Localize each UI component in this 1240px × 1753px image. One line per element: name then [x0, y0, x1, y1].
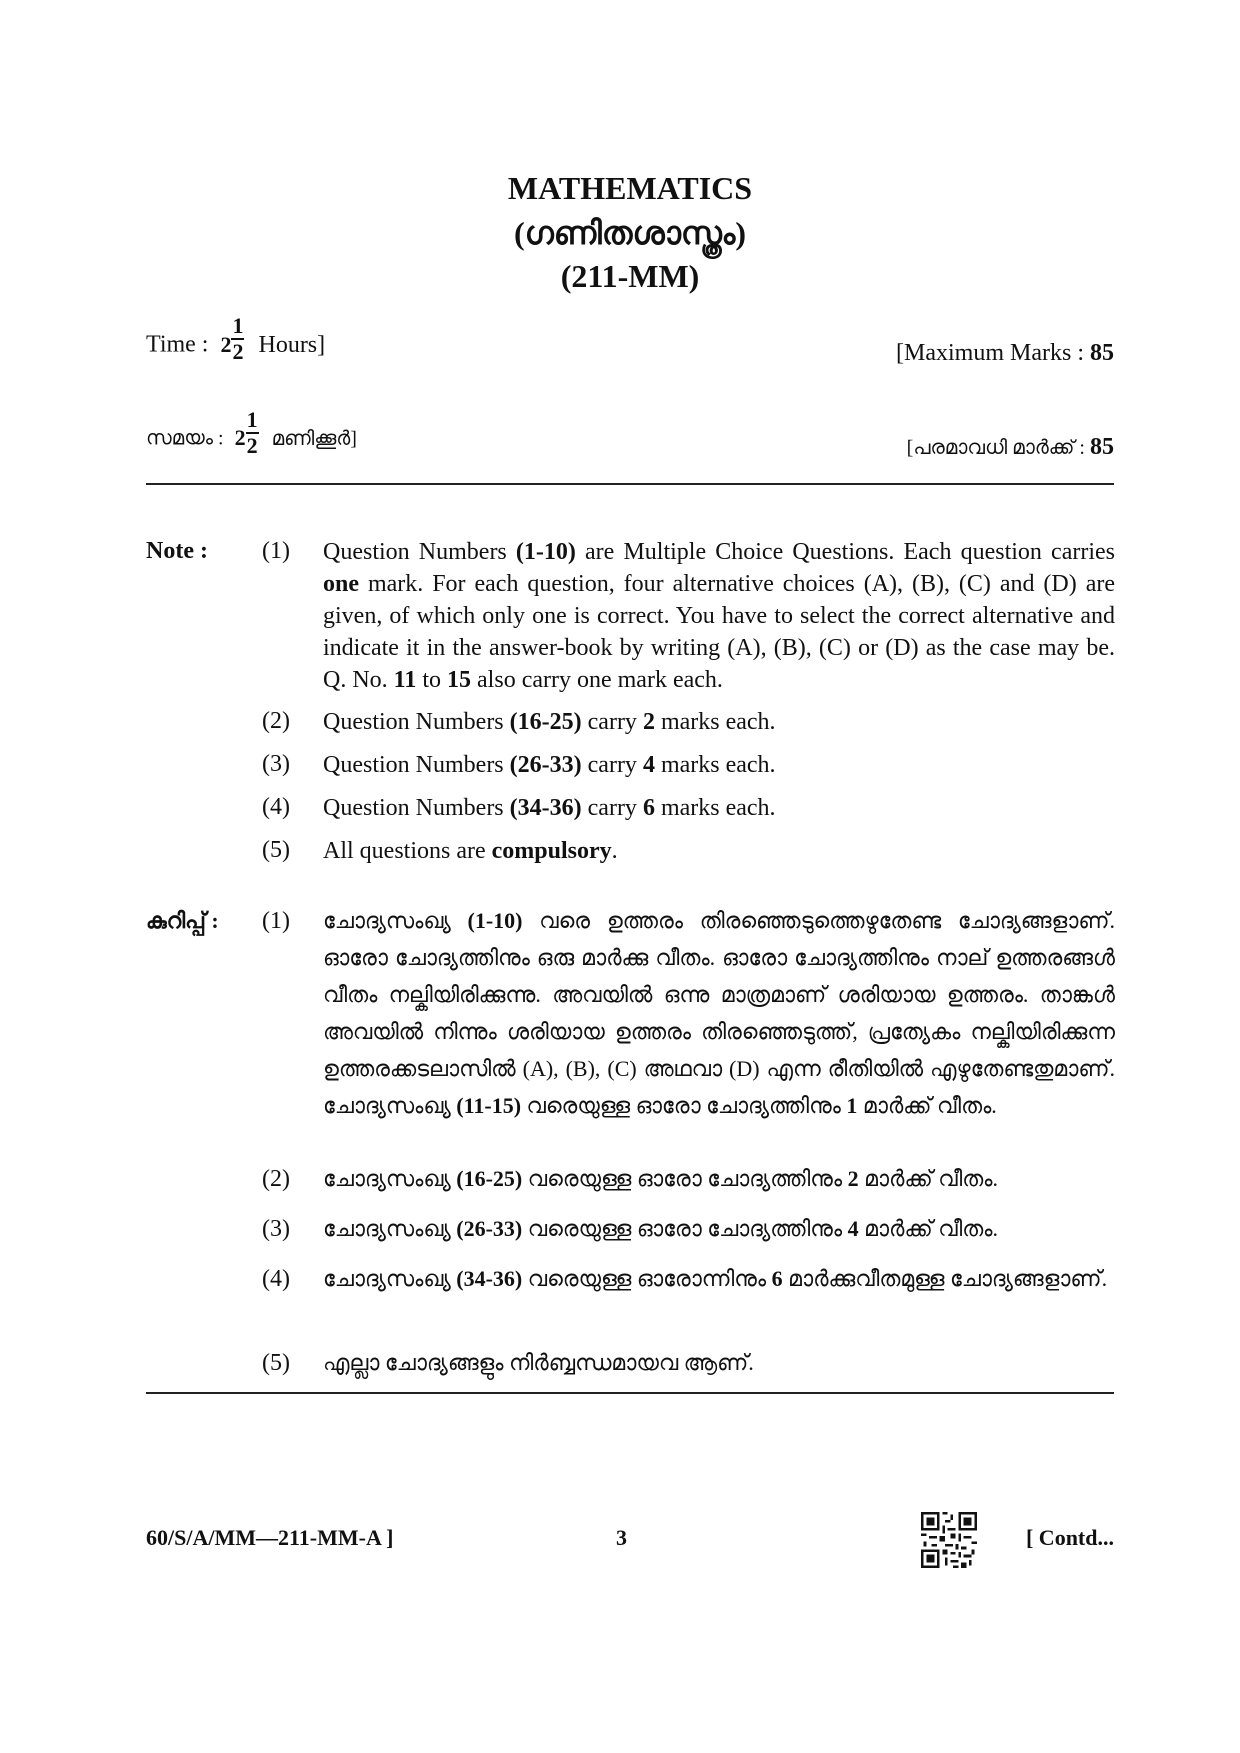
- time-english: Time : 2 $\frac{1}{2}$ Hours]: [146, 313, 326, 364]
- note-item-4: Question Numbers (34-36) carry 6 marks each.: [323, 795, 776, 821]
- max-marks-english: [Maximum Marks : 85: [896, 340, 1114, 366]
- note-ml-item-3: ചോദ്യസംഖ്യ (26-33) വരെയുള്ള ഓരോ ചോദ്യത്തിനും 4 മാർക്ക് വീതം.: [323, 1216, 999, 1241]
- note-number: (4): [262, 794, 290, 820]
- note-item-5: All questions are compulsory.: [323, 838, 618, 864]
- subject-title: MATHEMATICS: [507, 170, 753, 206]
- note-number: (4): [262, 1266, 290, 1292]
- note-number: (3): [262, 1216, 290, 1242]
- note-item-1: Question Numbers (1-10) are Multiple Choice Questions. Each question carries one mark. For each question, four alternative choices (A), (B), (C) and (D) are given, of which only one is correct. You have to select the correct alternative and indicate it in the answer-book by writing (A), (B), (C) or (D) as the case may be. Q. No. 11 to 15 also carry one mark each.: [323, 539, 1115, 693]
- note-ml-item-1: ചോദ്യസംഖ്യ (1-10) വരെ ഉത്തരം തിരഞ്ഞെടുത്തെഴുതേണ്ട ചോദ്യങ്ങളാണ്. ഓരോ ചോദ്യത്തിനും ഒരു മാർക്കു വീതം. ഓരോ ചോദ്യത്തിനും നാല് ഉത്തരങ്ങൾ വീതം നല്കിയിരിക്കുന്നു. അവയിൽ ഒന്നു മാത്രമാണ് ശരിയായ ഉത്തരം. താങ്കൾ അവയിൽ നിന്നും ശരിയായ ഉത്തരം തിരഞ്ഞെടുത്ത്, പ്രത്യേകം നല്കിയിരിക്കുന്ന ഉത്തരക്കടലാസിൽ (A), (B), (C) അഥവാ (D) എന്ന രീതിയിൽ എഴുതേണ്ടതുമാണ്. ചോദ്യസംഖ്യ (11-15) വരെയുള്ള ഓരോ ചോദ്യത്തിനും 1 മാർക്ക് വീതം.: [323, 908, 1115, 1118]
- continued-marker: [ Contd...: [1025, 1525, 1114, 1550]
- note-item-2: Question Numbers (16-25) carry 2 marks each.: [323, 709, 776, 735]
- note-number: (1): [262, 538, 290, 564]
- note-number: (1): [262, 908, 290, 934]
- note-number: (5): [262, 837, 290, 863]
- note-number: (3): [262, 751, 290, 777]
- qr-code-icon: [921, 1512, 977, 1568]
- time-fraction-ml: $\frac{1}{2}$: [246, 407, 258, 458]
- note-label-malayalam: കുറിപ്പ് :: [146, 908, 219, 933]
- note-ml-item-5: എല്ലാ ചോദ്യങ്ങളും നിർബ്ബന്ധമായവ ആണ്.: [323, 1350, 754, 1375]
- note-label: Note :: [146, 538, 208, 564]
- note-number: (2): [262, 1166, 290, 1192]
- paper-code: 60/S/A/MM—211-MM-A ]: [146, 1525, 394, 1550]
- note-ml-item-2: ചോദ്യസംഖ്യ (16-25) വരെയുള്ള ഓരോ ചോദ്യത്തിനും 2 മാർക്ക് വീതം.: [323, 1166, 999, 1191]
- time-fraction: $\frac{1}{2}$: [232, 313, 244, 364]
- note-item-3: Question Numbers (26-33) carry 4 marks each.: [323, 752, 776, 778]
- page-number: 3: [616, 1525, 627, 1550]
- subject-code: (211-MM): [560, 258, 700, 294]
- note-number: (2): [262, 708, 290, 734]
- max-marks-malayalam: [പരമാവധി മാർക്ക് : 85: [906, 434, 1114, 460]
- divider-bottom: [146, 1392, 1114, 1394]
- note-ml-item-4: ചോദ്യസംഖ്യ (34-36) വരെയുള്ള ഓരോന്നിനും 6 മാർക്കുവീതമുള്ള ചോദ്യങ്ങളാണ്.: [323, 1266, 1108, 1291]
- time-malayalam: സമയം : 2 $\frac{1}{2}$ മണിക്കൂർ]: [146, 407, 357, 458]
- divider-top: [146, 483, 1114, 485]
- note-number: (5): [262, 1350, 290, 1376]
- subject-title-malayalam: (ഗണിതശാസ്ത്രം): [514, 215, 746, 251]
